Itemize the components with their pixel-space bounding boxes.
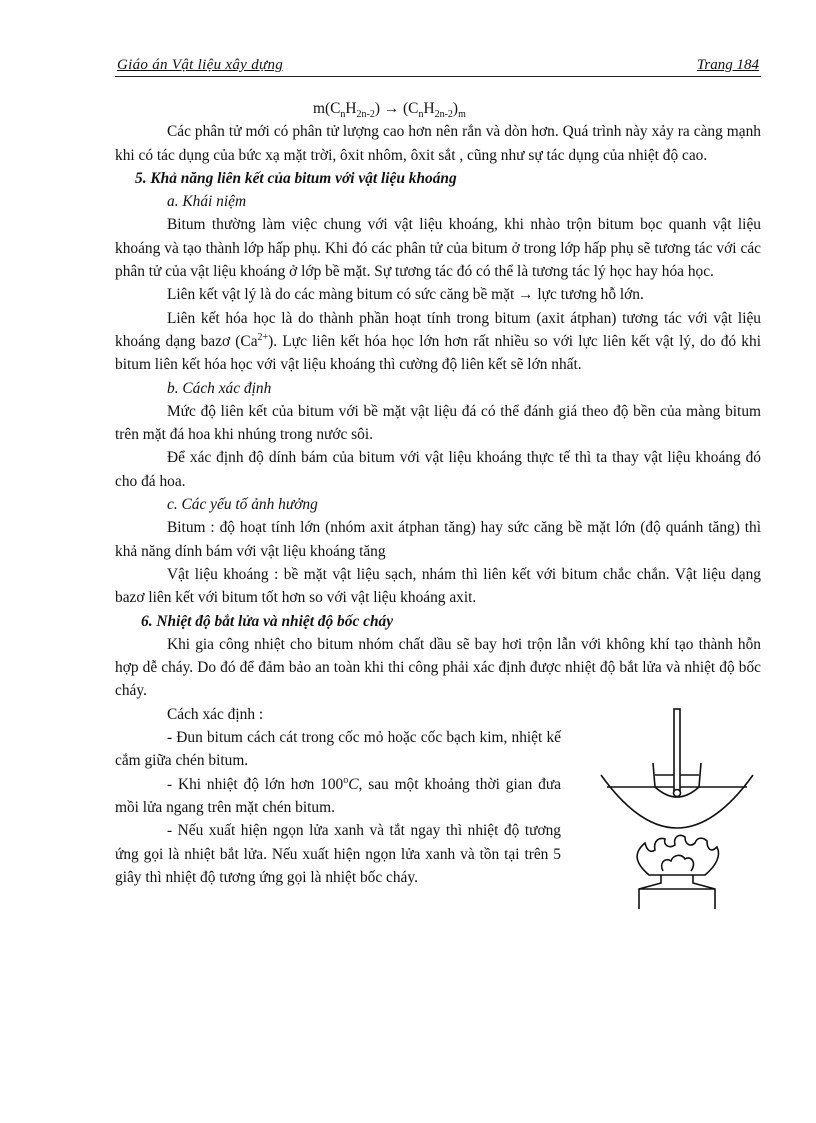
paragraph-chemical-bond: Liên kết hóa học là do thành phần hoạt tính trong bitum (axit átphan) tương tác với vật liệu khoáng dạng bazơ $(Ca^{2+})$. Lực liên kết hóa học lớn hơn rất nhiều so với lực liên kết vật lý, do đó khi bitum liên kết hóa học với vật liệu khoáng thì cường độ liên kết sẽ lớn nhất.	[115, 309, 761, 374]
page-header	[115, 54, 761, 77]
method-step-1: - Đun bitum cách cát trong cốc mỏ hoặc cốc bạch kim, nhiệt kế cắm giữa chén bitum.	[115, 729, 561, 770]
paragraph-adhesion-test: Để xác định độ dính bám của bitum với vật liệu khoáng thực tế thì ta thay vật liệu khoáng đó cho đá hoa.	[115, 449, 761, 490]
header-page-number: Trang 184	[696, 57, 759, 73]
method-title: Cách xác định :	[167, 705, 264, 723]
paragraph-bitum-factor: Bitum : độ hoạt tính lớn (nhóm axit átphan tăng) hay sức căng bề mặt lớn (độ quánh tăng) thì khả năng dính bám với vật liệu khoáng tăng	[115, 519, 761, 560]
paragraph-bitum-adsorption: Bitum thường làm việc chung với vật liệu khoáng, khi nhào trộn bitum bọc quanh vật liệu khoáng và tạo thành lớp hấp phụ. Khi đó các phân tử của bitum ở trong lớp hấp phụ sẽ tương tác với các phân tử của vật liệu khoáng ở lớp bề mặt. Sự tương tác đó có thể là tương tác lý học hay hóa học.	[115, 216, 761, 281]
section-heading-5: 5. Khả năng liên kết của bitum với vật liệu khoáng	[135, 169, 457, 187]
paragraph-mineral-factor: Vật liệu khoáng : bề mặt vật liệu sạch, nhám thì liên kết với bitum chắc chắn. Vật liệu dạng bazơ liên kết với bitum tốt hơn so với vật liệu khoáng axit.	[115, 565, 761, 607]
page-content	[115, 97, 761, 889]
polymerization-formula: $m(C_nH_{2n-2}) \to (C_nH_{2n-2})_m$	[313, 100, 466, 121]
paragraph-molecular-weight: Các phân tử mới có phân tử lượng cao hơn nên rắn và dòn hơn. Quá trình này xảy ra càng mạnh khi có tác dụng của bức xạ mặt trời, ôxit nhôm, ôxit sắt , cũng như sự tác dụng của nhiệt độ cao.	[115, 123, 761, 164]
paragraph-physical-bond: Liên kết vật lý là do các màng bitum có sức căng bề mặt → lực tương hỗ lớn.	[167, 286, 644, 304]
method-steps	[115, 703, 561, 889]
header-title: Giáo án Vật liệu xây dựng	[117, 57, 284, 73]
method-step-2: - Khi nhiệt độ lớn hơn 100$^o$C, sau một khoảng thời gian đưa mồi lửa ngang trên mặt chén bitum.	[115, 774, 561, 816]
method-with-figure	[115, 703, 761, 889]
paragraph-bond-measure: Mức độ liên kết của bitum với bề mặt vật liệu đá có thể đánh giá theo độ bền của màng bitum trên mặt đá hoa khi nhúng trong nước sôi.	[115, 402, 761, 444]
burner-icon	[639, 875, 715, 909]
flash-point-apparatus-diagram	[597, 703, 757, 913]
method-step-3: - Nếu xuất hiện ngọn lửa xanh và tắt ngay thì nhiệt độ tương ứng gọi là nhiệt bắt lửa. Nếu xuất hiện ngọn lửa xanh và tồn tại trên 5 giây thì nhiệt độ tương ứng gọi là nhiệt bốc cháy.	[115, 822, 561, 886]
subheading-c: c. Các yếu tố ảnh hưởng	[167, 496, 318, 514]
subheading-a: a. Khái niệm	[167, 193, 247, 211]
paragraph-heating: Khi gia công nhiệt cho bitum nhóm chất dầu sẽ bay hơi trộn lẫn với không khí tạo thành hỗn hợp dễ cháy. Do đó để đảm bảo an toàn khi thi công phải xác định được nhiệt độ bắt lửa và nhiệt độ bốc cháy.	[115, 635, 761, 700]
subheading-b: b. Cách xác định	[167, 379, 272, 397]
thermometer-icon	[674, 709, 680, 793]
section-heading-6: 6. Nhiệt độ bắt lửa và nhiệt độ bốc cháy	[141, 612, 394, 630]
